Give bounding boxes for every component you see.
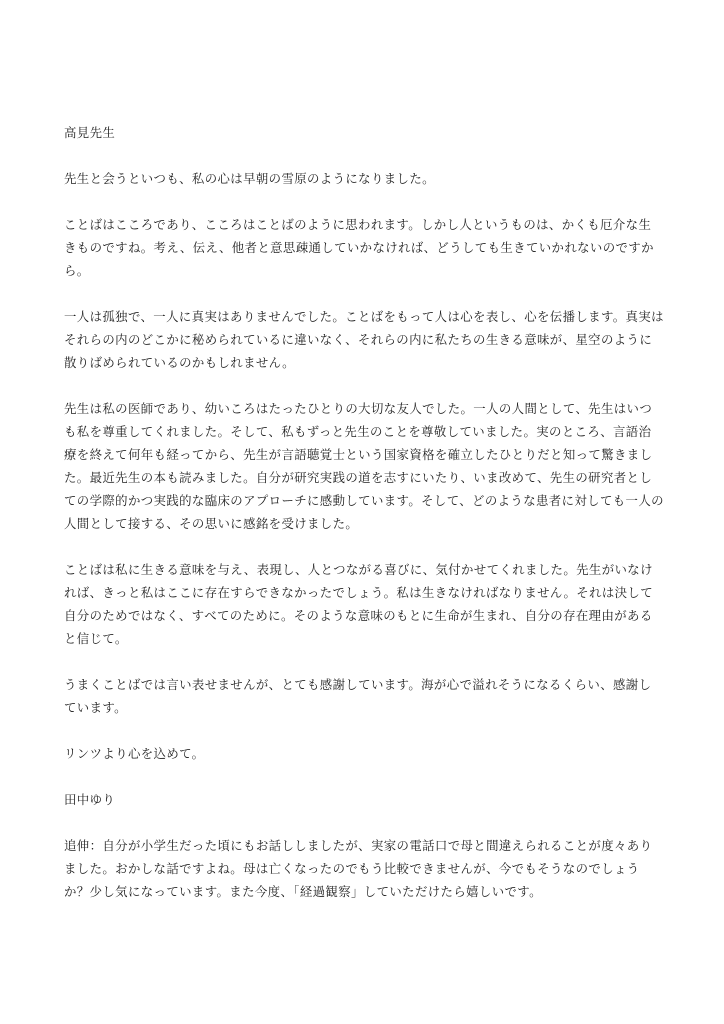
- salutation: 高見先生: [64, 125, 116, 140]
- paragraph-1: 先生と会うといつも、私の心は早朝の雪原のようになりました。: [64, 171, 435, 186]
- paragraph-6: うまくことばでは言い表せませんが、とても感謝しています。海が心で溢れそうになるくらい、感謝しています。: [64, 677, 652, 715]
- letter-body: [64, 121, 664, 926]
- paragraph-3: 一人は孤独で、一人に真実はありませんでした。ことばをもって人は心を表し、心を伝播します。真実はそれらの内のどこかに秘められているに違いなく、それらの内に私たちの生きる意味が、星空のように散りばめられているのかもしれません。: [64, 309, 664, 370]
- paragraph-5: ことばは私に生きる意味を与え、表現し、人とつながる喜びに、気付かせてくれました。先生がいなければ、きっと私はここに存在すらできなかったでしょう。私は生きなければなりません。それは決して自分のためではなく、すべてのために。そのような意味のもとに生命が生まれ、自分の存在理由があると信じて。: [64, 562, 653, 646]
- paragraph-4: 先生は私の医師であり、幼いころはたったひとりの大切な友人でした。一人の人間として、先生はいつも私を尊重してくれました。そして、私もずっと先生のことを尊敬していました。実のところ、言語治療を終えて何年も経ってから、先生が言語聴覚士という国家資格を確立したひとりだと知って驚きました。最近先生の本も読みました。自分が研究実践の道を志すにいたり、いま改めて、先生の研究者としての学際的かつ実践的な臨床のアプローチに感動しています。そして、どのような患者に対しても一人の人間として接する、その思いに感銘を受けました。: [64, 401, 664, 531]
- postscript: 追伸：自分が小学生だった頃にもお話ししましたが、実家の電話口で母と間違えられることが度々ありました。おかしな話ですよね。母は亡くなったのでもう比較できませんが、今でもそうなのでしょうか？少し気になっています。また今度、「経過観察」していただけたら嬉しいです。: [64, 838, 653, 899]
- paragraph-2: ことばはこころであり、こころはことばのように思われます。しかし人というものは、かくも厄介な生きものですね。考え、伝え、他者と意思疎通していかなければ、どうしても生きていかれないのですから。: [64, 217, 654, 278]
- closing: リンツより心を込めて。: [64, 746, 205, 761]
- signature: 田中ゆり: [64, 792, 116, 807]
